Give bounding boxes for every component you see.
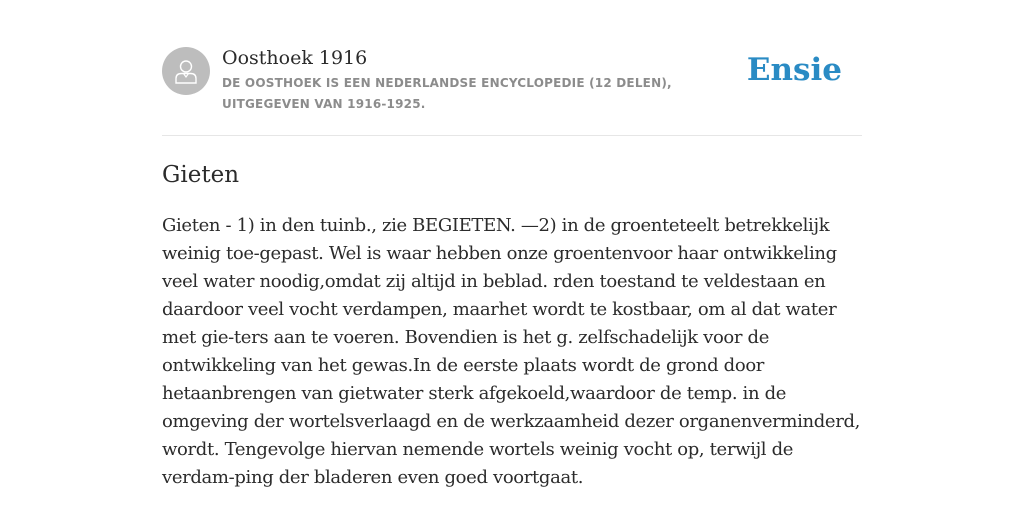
brand-logo[interactable]: Ensie <box>746 52 842 88</box>
entry-title: Gieten <box>162 162 240 188</box>
source-description: DE OOSTHOEK IS EEN NEDERLANDSE ENCYCLOPEDIE (12 DELEN), UITGEGEVEN VAN 1916-1925. <box>222 76 672 111</box>
user-icon <box>171 56 201 86</box>
header-divider <box>162 135 862 136</box>
entry-body: Gieten - 1) in den tuinb., zie BEGIETEN. —2) in de groenteteelt betrekkelijk weinig toe-gepast. Wel is waar hebben onze groentenvoor haar ontwikkeling veel water noodig,omdat zij altijd in beblad. rden toestand te veldestaan en daardoor veel vocht verdampen, maarhet wordt te kostbaar, om al dat water met gie-ters aan te voeren. Bovendien is het g. zelfschadelijk voor de ontwikkeling van het gewas.In de eerste plaats wordt de grond door hetaanbrengen van gietwater sterk afgekoeld,waardoor de temp. in de omgeving der wortelsverlaagd en de werkzaamheid dezer organenverminderd, wordt. Tengevolge hiervan nemende wortels weinig vocht op, terwijl de verdam-ping der bladeren even goed voortgaat. <box>162 215 861 488</box>
avatar[interactable] <box>162 47 210 95</box>
source-header <box>162 46 862 116</box>
source-title[interactable]: Oosthoek 1916 <box>222 47 368 69</box>
